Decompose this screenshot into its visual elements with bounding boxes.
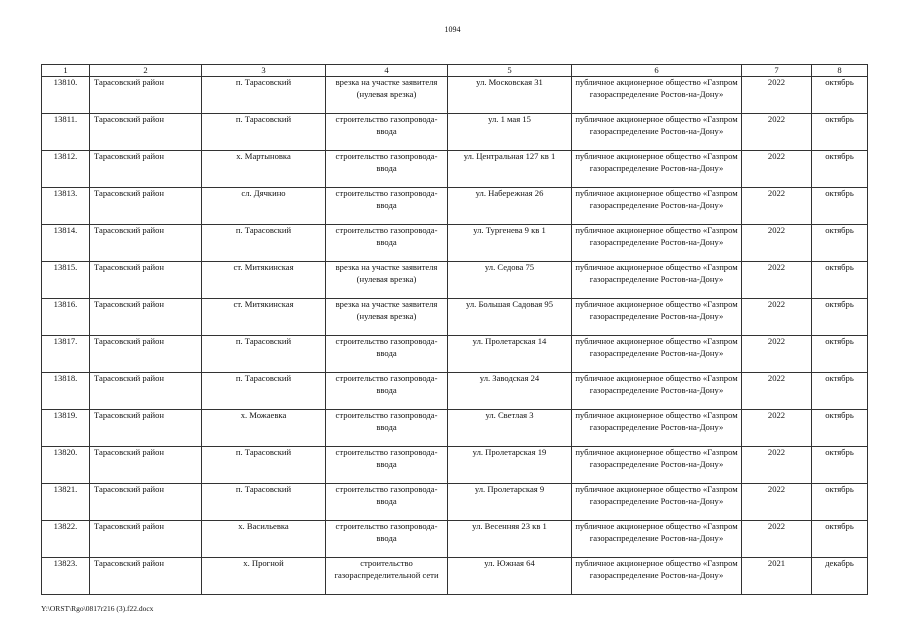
page-number: 1094 bbox=[444, 25, 461, 34]
table-row bbox=[42, 114, 868, 151]
row-number: 13814. bbox=[42, 225, 90, 262]
settlement-cell: ст. Митякинская bbox=[202, 262, 326, 299]
month-cell: октябрь bbox=[812, 77, 868, 114]
address-cell: ул. Тургенева 9 кв 1 bbox=[448, 225, 572, 262]
column-header-4: 4 bbox=[326, 65, 448, 77]
row-number: 13815. bbox=[42, 262, 90, 299]
district-cell: Тарасовский район bbox=[90, 410, 202, 447]
header-row bbox=[42, 65, 868, 77]
address-cell: ул. Пролетарская 19 bbox=[448, 447, 572, 484]
district-cell: Тарасовский район bbox=[90, 373, 202, 410]
row-number: 13819. bbox=[42, 410, 90, 447]
column-header-5: 5 bbox=[448, 65, 572, 77]
table-row bbox=[42, 373, 868, 410]
table-row bbox=[42, 77, 868, 114]
table-row bbox=[42, 151, 868, 188]
table-row bbox=[42, 410, 868, 447]
organization-cell: публичное акционерное общество «Газпром газораспределение Ростов-на-Дону» bbox=[572, 447, 742, 484]
work-type-cell: строительство газопровода-ввода bbox=[326, 447, 448, 484]
address-cell: ул. Южная 64 bbox=[448, 558, 572, 595]
district-cell: Тарасовский район bbox=[90, 484, 202, 521]
month-cell: октябрь bbox=[812, 484, 868, 521]
organization-cell: публичное акционерное общество «Газпром газораспределение Ростов-на-Дону» bbox=[572, 151, 742, 188]
row-number: 13810. bbox=[42, 77, 90, 114]
district-cell: Тарасовский район bbox=[90, 77, 202, 114]
year-cell: 2022 bbox=[742, 299, 812, 336]
year-cell: 2021 bbox=[742, 558, 812, 595]
month-cell: декабрь bbox=[812, 558, 868, 595]
organization-cell: публичное акционерное общество «Газпром газораспределение Ростов-на-Дону» bbox=[572, 558, 742, 595]
district-cell: Тарасовский район bbox=[90, 521, 202, 558]
row-number: 13812. bbox=[42, 151, 90, 188]
organization-cell: публичное акционерное общество «Газпром газораспределение Ростов-на-Дону» bbox=[572, 114, 742, 151]
organization-cell: публичное акционерное общество «Газпром газораспределение Ростов-на-Дону» bbox=[572, 225, 742, 262]
year-cell: 2022 bbox=[742, 336, 812, 373]
year-cell: 2022 bbox=[742, 447, 812, 484]
year-cell: 2022 bbox=[742, 77, 812, 114]
settlement-cell: п. Тарасовский bbox=[202, 447, 326, 484]
organization-cell: публичное акционерное общество «Газпром газораспределение Ростов-на-Дону» bbox=[572, 299, 742, 336]
table-row bbox=[42, 188, 868, 225]
column-header-8: 8 bbox=[812, 65, 868, 77]
year-cell: 2022 bbox=[742, 373, 812, 410]
work-type-cell: строительство газопровода-ввода bbox=[326, 373, 448, 410]
year-cell: 2022 bbox=[742, 114, 812, 151]
month-cell: октябрь bbox=[812, 447, 868, 484]
organization-cell: публичное акционерное общество «Газпром газораспределение Ростов-на-Дону» bbox=[572, 262, 742, 299]
work-type-cell: строительство газопровода-ввода bbox=[326, 225, 448, 262]
table-row bbox=[42, 558, 868, 595]
row-number: 13811. bbox=[42, 114, 90, 151]
organization-cell: публичное акционерное общество «Газпром газораспределение Ростов-на-Дону» bbox=[572, 77, 742, 114]
row-number: 13820. bbox=[42, 447, 90, 484]
settlement-cell: п. Тарасовский bbox=[202, 225, 326, 262]
year-cell: 2022 bbox=[742, 262, 812, 299]
settlement-cell: х. Мартыновка bbox=[202, 151, 326, 188]
address-cell: ул. Седова 75 bbox=[448, 262, 572, 299]
district-cell: Тарасовский район bbox=[90, 114, 202, 151]
address-cell: ул. Пролетарская 9 bbox=[448, 484, 572, 521]
table-row bbox=[42, 336, 868, 373]
district-cell: Тарасовский район bbox=[90, 558, 202, 595]
settlement-cell: сл. Дячкино bbox=[202, 188, 326, 225]
column-header-3: 3 bbox=[202, 65, 326, 77]
address-cell: ул. 1 мая 15 bbox=[448, 114, 572, 151]
table-row bbox=[42, 225, 868, 262]
settlement-cell: п. Тарасовский bbox=[202, 336, 326, 373]
address-cell: ул. Московская 31 bbox=[448, 77, 572, 114]
row-number: 13816. bbox=[42, 299, 90, 336]
settlement-cell: х. Можаевка bbox=[202, 410, 326, 447]
district-cell: Тарасовский район bbox=[90, 299, 202, 336]
work-type-cell: строительство газопровода-ввода bbox=[326, 521, 448, 558]
month-cell: октябрь bbox=[812, 114, 868, 151]
address-cell: ул. Заводская 24 bbox=[448, 373, 572, 410]
table-row bbox=[42, 299, 868, 336]
document-path-footer: Y:\ORST\Rgo\0817r216 (3).f22.docx bbox=[41, 604, 154, 613]
work-type-cell: врезка на участке заявителя (нулевая врезка) bbox=[326, 299, 448, 336]
month-cell: октябрь bbox=[812, 521, 868, 558]
organization-cell: публичное акционерное общество «Газпром газораспределение Ростов-на-Дону» bbox=[572, 336, 742, 373]
settlement-cell: п. Тарасовский bbox=[202, 484, 326, 521]
settlement-cell: ст. Митякинская bbox=[202, 299, 326, 336]
settlement-cell: п. Тарасовский bbox=[202, 114, 326, 151]
month-cell: октябрь bbox=[812, 336, 868, 373]
column-header-7: 7 bbox=[742, 65, 812, 77]
row-number: 13821. bbox=[42, 484, 90, 521]
settlement-cell: х. Прогной bbox=[202, 558, 326, 595]
work-type-cell: строительство газораспределительной сети bbox=[326, 558, 448, 595]
district-cell: Тарасовский район bbox=[90, 151, 202, 188]
work-type-cell: врезка на участке заявителя (нулевая врезка) bbox=[326, 262, 448, 299]
gasification-table bbox=[41, 64, 868, 595]
month-cell: октябрь bbox=[812, 373, 868, 410]
settlement-cell: х. Васильевка bbox=[202, 521, 326, 558]
row-number: 13813. bbox=[42, 188, 90, 225]
row-number: 13822. bbox=[42, 521, 90, 558]
year-cell: 2022 bbox=[742, 151, 812, 188]
district-cell: Тарасовский район bbox=[90, 336, 202, 373]
organization-cell: публичное акционерное общество «Газпром газораспределение Ростов-на-Дону» bbox=[572, 484, 742, 521]
district-cell: Тарасовский район bbox=[90, 188, 202, 225]
year-cell: 2022 bbox=[742, 188, 812, 225]
work-type-cell: строительство газопровода-ввода bbox=[326, 336, 448, 373]
organization-cell: публичное акционерное общество «Газпром газораспределение Ростов-на-Дону» bbox=[572, 521, 742, 558]
address-cell: ул. Весенняя 23 кв 1 bbox=[448, 521, 572, 558]
column-header-2: 2 bbox=[90, 65, 202, 77]
column-header-6: 6 bbox=[572, 65, 742, 77]
column-header-1: 1 bbox=[42, 65, 90, 77]
address-cell: ул. Пролетарская 14 bbox=[448, 336, 572, 373]
row-number: 13818. bbox=[42, 373, 90, 410]
address-cell: ул. Центральная 127 кв 1 bbox=[448, 151, 572, 188]
organization-cell: публичное акционерное общество «Газпром газораспределение Ростов-на-Дону» bbox=[572, 410, 742, 447]
year-cell: 2022 bbox=[742, 410, 812, 447]
month-cell: октябрь bbox=[812, 299, 868, 336]
month-cell: октябрь bbox=[812, 410, 868, 447]
table-row bbox=[42, 521, 868, 558]
table-row bbox=[42, 484, 868, 521]
work-type-cell: строительство газопровода-ввода bbox=[326, 114, 448, 151]
month-cell: октябрь bbox=[812, 188, 868, 225]
work-type-cell: строительство газопровода-ввода bbox=[326, 188, 448, 225]
table-row bbox=[42, 447, 868, 484]
work-type-cell: строительство газопровода-ввода bbox=[326, 151, 448, 188]
district-cell: Тарасовский район bbox=[90, 225, 202, 262]
row-number: 13823. bbox=[42, 558, 90, 595]
address-cell: ул. Большая Садовая 95 bbox=[448, 299, 572, 336]
year-cell: 2022 bbox=[742, 484, 812, 521]
month-cell: октябрь bbox=[812, 225, 868, 262]
organization-cell: публичное акционерное общество «Газпром газораспределение Ростов-на-Дону» bbox=[572, 373, 742, 410]
settlement-cell: п. Тарасовский bbox=[202, 373, 326, 410]
district-cell: Тарасовский район bbox=[90, 262, 202, 299]
month-cell: октябрь bbox=[812, 151, 868, 188]
district-cell: Тарасовский район bbox=[90, 447, 202, 484]
year-cell: 2022 bbox=[742, 521, 812, 558]
address-cell: ул. Набережная 26 bbox=[448, 188, 572, 225]
year-cell: 2022 bbox=[742, 225, 812, 262]
address-cell: ул. Светлая 3 bbox=[448, 410, 572, 447]
work-type-cell: строительство газопровода-ввода bbox=[326, 410, 448, 447]
organization-cell: публичное акционерное общество «Газпром газораспределение Ростов-на-Дону» bbox=[572, 188, 742, 225]
row-number: 13817. bbox=[42, 336, 90, 373]
table-row bbox=[42, 262, 868, 299]
work-type-cell: строительство газопровода-ввода bbox=[326, 484, 448, 521]
work-type-cell: врезка на участке заявителя (нулевая врезка) bbox=[326, 77, 448, 114]
settlement-cell: п. Тарасовский bbox=[202, 77, 326, 114]
month-cell: октябрь bbox=[812, 262, 868, 299]
